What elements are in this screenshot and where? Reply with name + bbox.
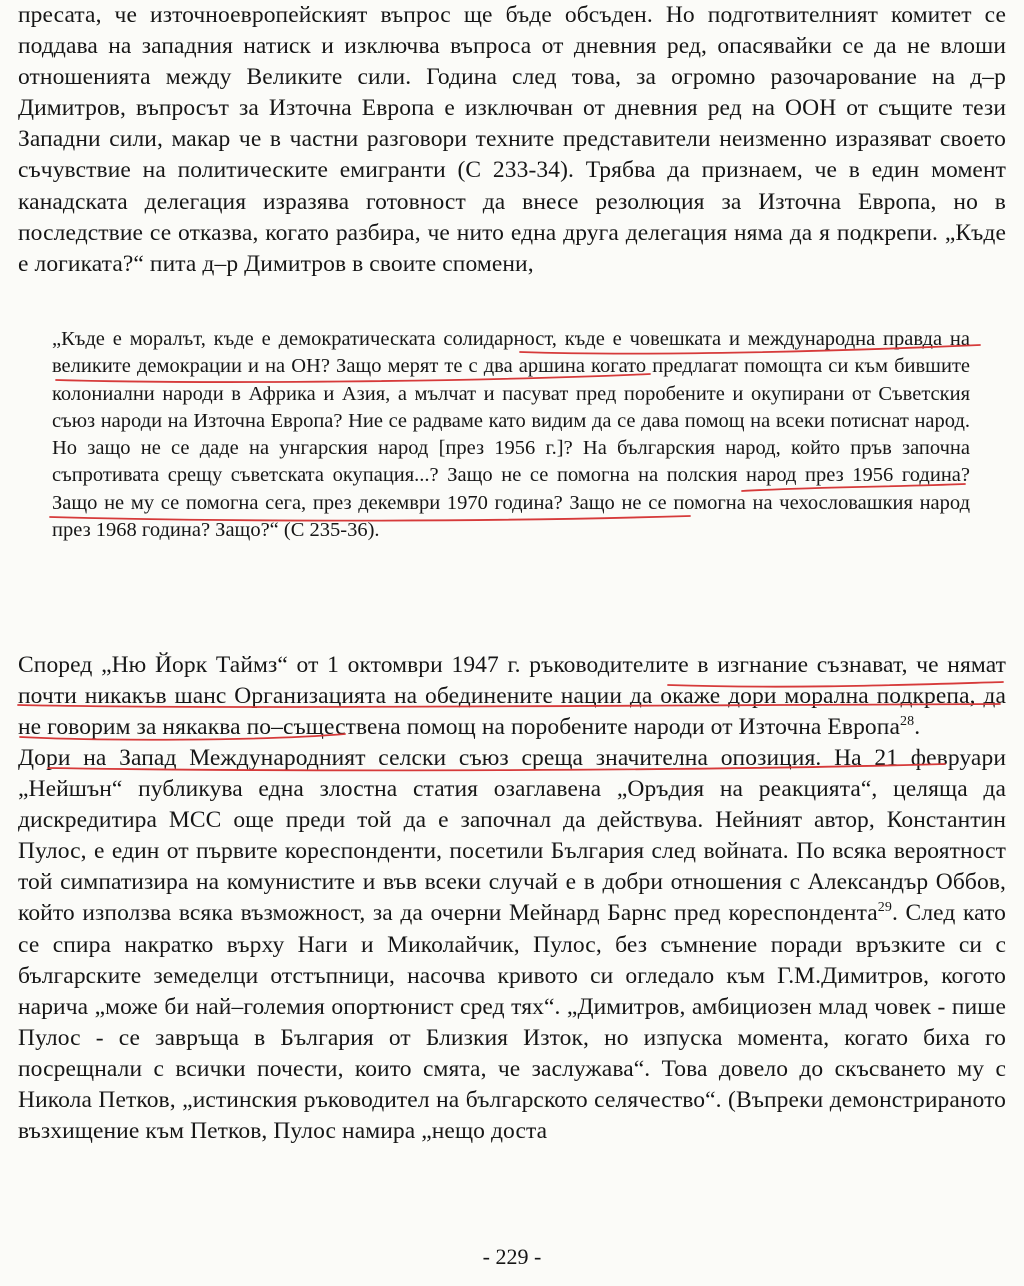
paragraph-3-text-b: . След като се спира накратко върху Наги и Миколайчик, Пулос, без съмнение поради връзките си с българските земеделци отстъпници, насочва кривото си огледало към Г.М.Димитров, когото нарича „може би най–големия опортюнист сред тях“. „Димитров, амбициозен млад човек - пише Пулос - се завръща в България от Близкия Изток, но изпуска момента, когато биха го посрещнали с всички почести, които смята, че заслужава“. Това довело до скъсването му с Никола Петков, „истинския ръководител на българското селячество“. (Въпреки демонстрираното възхищение към Петков, Пулос намира „нещо доста: [18, 900, 1006, 1145]
page-number: - 229 -: [482, 1244, 542, 1269]
block-quote: „Къде е моралът, къде е демократическата солидарност, къде е човешката и международна правда на великите демокрации и на ОН? Защо мерят те с два аршина когато предлагат помощта си към бившите колониални народи в Африка и Азия, а мълчат и пасуват пред поробените и окупирани от Съветския съюз народи на Източна Европа? Ние се радваме като видим да се дава помощ на всеки потиснат народ. Но защо не се даде на унгарския народ [през 1956 г.]? На българския народ, който пръв започна съпротивата срещу съветската окупация...? Защо не се помогна на полския народ през 1956 година? Защо не му се помогна сега, през декември 1970 година? Защо не се помогна на чехословашкия народ през 1968 година? Защо?“ (С 235-36).: [52, 328, 970, 542]
paragraph-1: пресата, че източноевропейският въпрос ще бъде обсъден. Но подготвителният комитет се поддава на западния натиск и изключва въпроса от дневния ред, опасявайки се да не влоши отношенията между Великите сили. Година след това, за огромно разочарование на д–р Димитров, въпросът за Източна Европа е изключван от дневния ред на ООН от същите тези Западни сили, макар че в частни разговори техните представители неизменно изразяват своето съчувствие на политическите емигранти (С 233-34). Трябва да признаем, че в един момент канадската делегация изразява готовност да внесе резолюция за Източна Европа, но в последствие се отказва, когато разбира, че нито една друга делегация няма да я подкрепи. „Къде е логиката?“ пита д–р Димитров в своите спомени,: [18, 2, 1006, 277]
paragraph-2: Според „Ню Йорк Таймз“ от 1 октомври 1947 г. ръководителите в изгнание съзнават, че нямат почти никакъв шанс Организацията на обединените нации да окаже дори морална подкрепа, да не говорим за някаква по–съществена помощ на поробените народи от Източна Европа$^{28}$.: [18, 652, 1006, 741]
paragraph-2-text: Според „Ню Йорк Таймз“ от 1 октомври 1947 г. ръководителите в изгнание съзнават, че нямат почти никакъв шанс Организацията на обединените нации да окаже дори морална подкрепа, да не говорим за някаква по–съществена помощ на поробените народи от Източна Европа: [18, 652, 1006, 741]
footnote-ref-29: 29: [877, 900, 892, 916]
paragraph-3-text-a: Дори на Запад Международният селски съюз среща значителна опозиция. На 21 февруари „Нейшън“ публикува една злостна статия озаглавена „Оръдия на реакцията“, целяща да дискредитира МСС още преди той да е започнал да действува. Нейният автор, Константин Пулос, е един от първите кореспонденти, посетили България след войната. По всяка вероятност той симпатизира на комунистите и във всеки случай е в добри отношения с Александър Оббов, който използва всяка възможност, за да очерни Мейнард Барнс пред кореспондента: [18, 745, 1006, 927]
footnote-ref-28: 28: [899, 714, 915, 730]
paragraph-3: [18, 743, 1006, 1147]
